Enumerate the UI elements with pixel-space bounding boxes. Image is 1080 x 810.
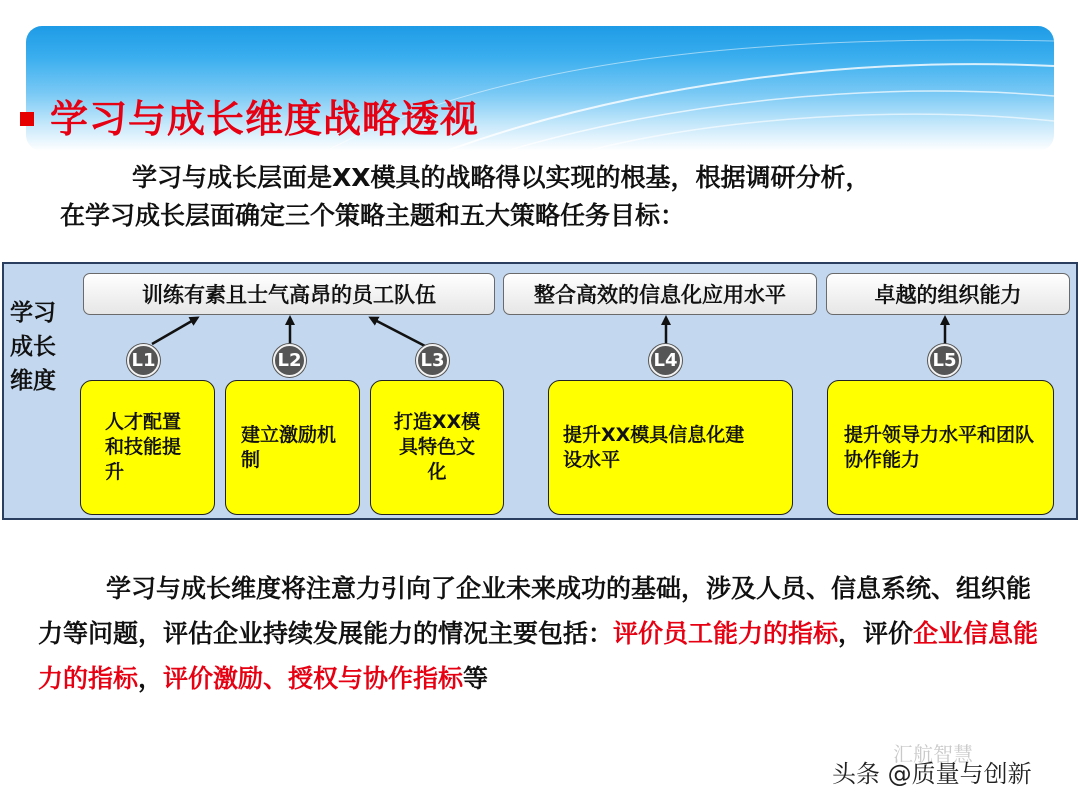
theme-box-informatization: 整合高效的信息化应用水平 (503, 273, 817, 315)
watermark-text: 汇航智慧 (893, 742, 973, 766)
summary-highlight-information: 企业信息能力的指标 (38, 619, 1039, 693)
task-box-l5 (827, 380, 1054, 515)
dimension-label-line: 成长 (10, 334, 56, 360)
intro-line-2: 在学习成长层面确定三个策略主题和五大策略任务目标： (60, 201, 686, 230)
task-text: 提升XX模具信息化建设水平 (563, 423, 745, 471)
task-box-l3 (370, 380, 504, 515)
dimension-label-line: 学习 (10, 300, 56, 326)
summary-separator: ， (138, 664, 164, 693)
task-box-l4 (548, 380, 793, 515)
summary-paragraph (38, 566, 1048, 701)
task-box-l2 (225, 380, 360, 515)
theme-box-organization: 卓越的组织能力 (826, 273, 1070, 315)
intro-line-1: 学习与成长层面是XX模具的战略得以实现的根基，根据调研分析， (132, 163, 871, 192)
task-badge-l4: L4 (649, 344, 682, 377)
page-title: 学习与成长维度战略透视 (50, 97, 480, 141)
summary-separator: ，评价 (838, 619, 914, 648)
task-text: 打造XX模具特色文化 (393, 411, 481, 483)
task-text: 建立激励机制 (241, 423, 337, 471)
task-text: 提升领导力水平和团队协作能力 (844, 423, 1035, 471)
arrow-l3 (371, 318, 425, 346)
task-text: 人才配置和技能提升 (105, 411, 182, 483)
task-badge-l5: L5 (928, 344, 961, 377)
arrow-l1 (152, 318, 197, 344)
task-badge-l1: L1 (127, 344, 160, 377)
task-badge-l3: L3 (416, 344, 449, 377)
summary-text: 学习与成长维度将注意力引向了企业未来成功的基础，涉及人员、信息系统、组织能力等问题，评估企业持续发展能力的情况主要包括： (38, 574, 1032, 648)
summary-end: 等 (463, 664, 489, 693)
task-badge-l2: L2 (273, 344, 306, 377)
dimension-label-line: 维度 (10, 368, 56, 394)
summary-highlight-employee: 评价员工能力的指标 (613, 619, 839, 648)
theme-box-workforce: 训练有素且士气高昂的员工队伍 (83, 273, 495, 315)
footer-credit: 头条 @质量与创新 (832, 760, 1032, 788)
summary-highlight-incentive: 评价激励、授权与协作指标 (163, 664, 464, 693)
task-box-l1 (80, 380, 215, 515)
